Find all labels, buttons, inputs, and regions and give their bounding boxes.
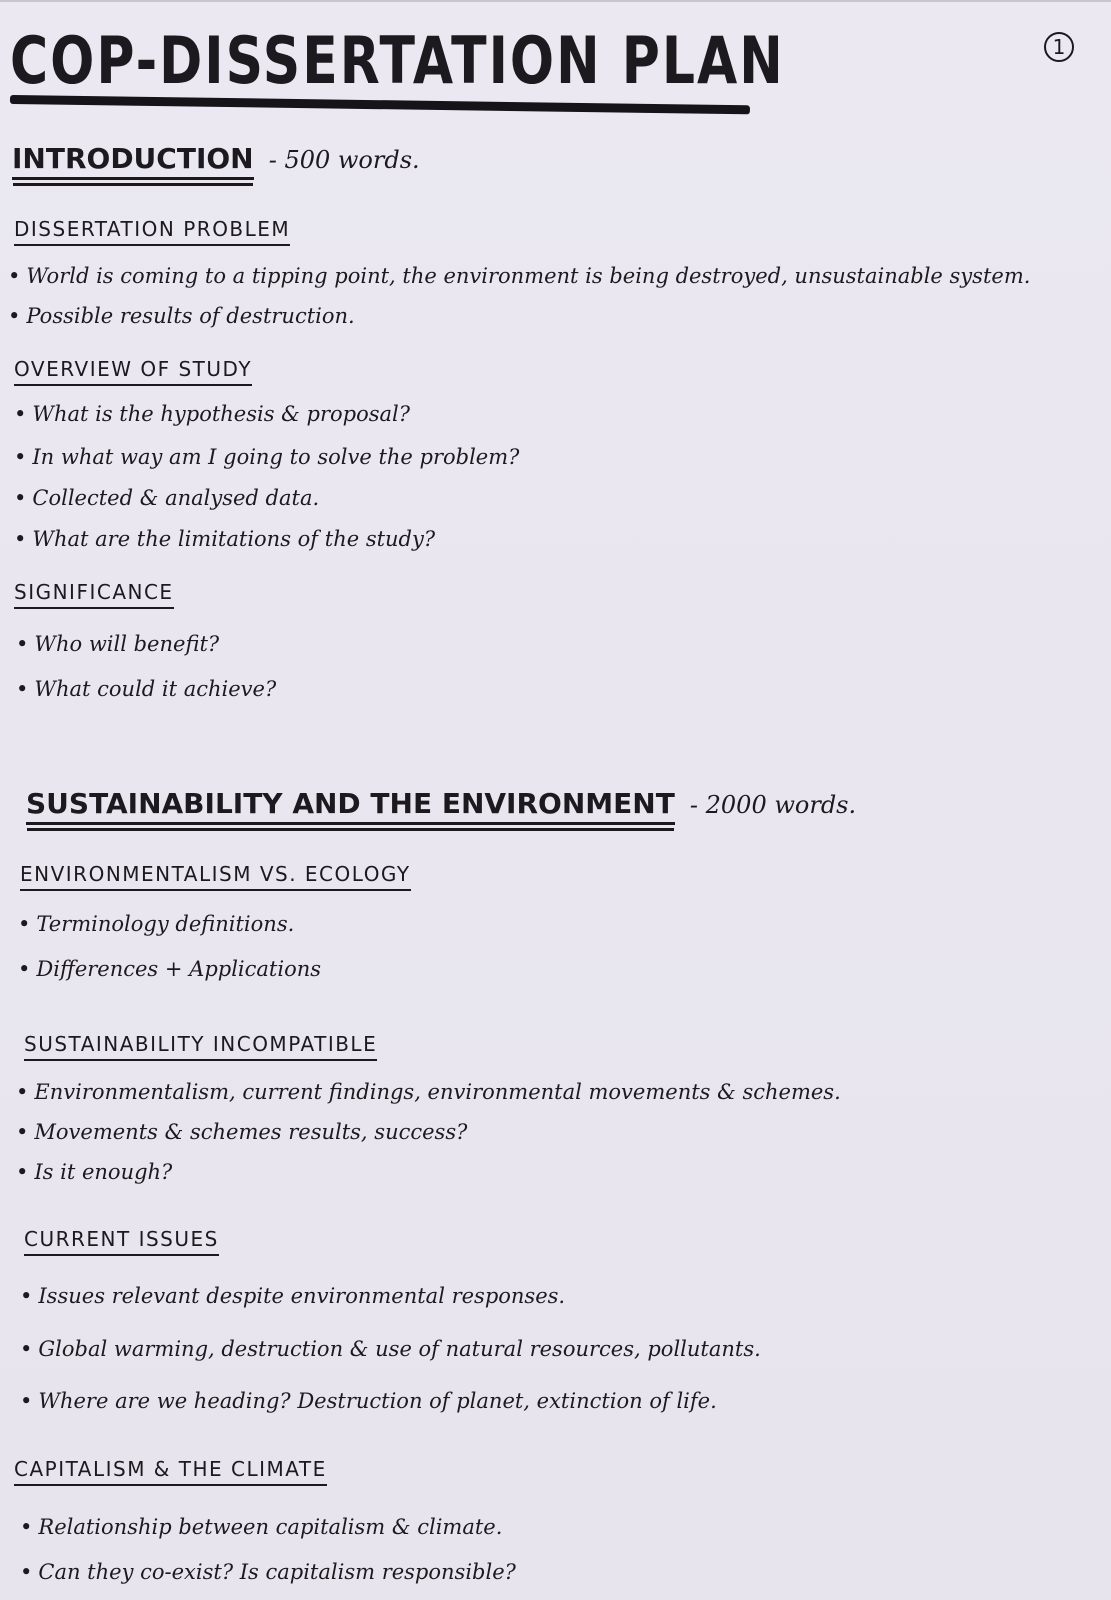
bullet-text: What are the limitations of the study?: [32, 527, 436, 551]
bullet-dot-icon: •: [20, 1515, 33, 1539]
bullet-text: Who will benefit?: [34, 632, 220, 656]
bullet-item: [20, 1560, 516, 1584]
bullet-item: [20, 1337, 761, 1361]
bullet-dot-icon: •: [14, 402, 27, 426]
bullet-item: [20, 1284, 565, 1308]
bullet-text: Global warming, destruction & use of natural resources, pollutants.: [38, 1337, 761, 1361]
bullet-text: Environmentalism, current findings, environmental movements & schemes.: [34, 1080, 841, 1104]
bullet-text: Relationship between capitalism & climate.: [38, 1515, 503, 1539]
bullet-text: Possible results of destruction.: [26, 304, 355, 328]
subsection-current-issues: CURRENT ISSUES: [24, 1227, 219, 1256]
bullet-dot-icon: •: [8, 264, 21, 288]
bullet-dot-icon: •: [16, 677, 29, 701]
bullet-text: What could it achieve?: [34, 677, 277, 701]
bullet-dot-icon: •: [20, 1284, 33, 1308]
bullet-dot-icon: •: [20, 1389, 33, 1413]
bullet-dot-icon: •: [8, 304, 21, 328]
bullet-dot-icon: •: [14, 527, 27, 551]
bullet-dot-icon: •: [20, 1560, 33, 1584]
bullet-text: Where are we heading? Destruction of planet, extinction of life.: [38, 1389, 717, 1413]
bullet-item: [14, 486, 319, 510]
section-title: INTRODUCTION: [12, 142, 254, 180]
subsection-significance: SIGNIFICANCE: [14, 580, 174, 609]
bullet-item: [14, 402, 410, 426]
bullet-item: [14, 527, 435, 551]
subsection-overview-of-study: OVERVIEW OF STUDY: [14, 357, 252, 386]
bullet-item: [14, 445, 519, 469]
bullet-item: [18, 957, 321, 981]
bullet-dot-icon: •: [14, 486, 27, 510]
bullet-text: Issues relevant despite environmental responses.: [38, 1284, 566, 1308]
bullet-item: [16, 632, 219, 656]
bullet-dot-icon: •: [16, 1160, 29, 1184]
section-title: SUSTAINABILITY AND THE ENVIRONMENT: [26, 787, 675, 825]
bullet-item: [18, 912, 294, 936]
subsection-sustainability-incompatible: SUSTAINABILITY INCOMPATIBLE: [24, 1032, 377, 1061]
bullet-text: Terminology definitions.: [36, 912, 295, 936]
bullet-item: [20, 1515, 502, 1539]
section-word-count: - 500 words.: [268, 146, 420, 174]
subsection-environmentalism-vs-ecology: ENVIRONMENTALISM VS. ECOLOGY: [20, 862, 411, 891]
bullet-text: Movements & schemes results, success?: [34, 1120, 468, 1144]
bullet-item: [16, 1120, 467, 1144]
section-introduction: [12, 142, 420, 180]
section-sustainability: [26, 787, 856, 825]
bullet-text: World is coming to a tipping point, the environment is being destroyed, unsustainable system.: [26, 264, 1031, 288]
bullet-text: Can they co-exist? Is capitalism responsible?: [38, 1560, 516, 1584]
bullet-text: What is the hypothesis & proposal?: [32, 402, 411, 426]
bullet-dot-icon: •: [16, 1120, 29, 1144]
page-number-badge: 1: [1044, 32, 1074, 62]
bullet-dot-icon: •: [18, 912, 31, 936]
bullet-dot-icon: •: [16, 632, 29, 656]
bullet-dot-icon: •: [16, 1080, 29, 1104]
bullet-text: In what way am I going to solve the problem?: [32, 445, 520, 469]
bullet-text: Collected & analysed data.: [32, 486, 320, 510]
bullet-item: [20, 1389, 717, 1413]
subsection-capitalism-and-climate: CAPITALISM & THE CLIMATE: [14, 1457, 327, 1486]
subsection-dissertation-problem: DISSERTATION PROBLEM: [14, 217, 290, 246]
bullet-text: Differences + Applications: [36, 957, 322, 981]
bullet-dot-icon: •: [20, 1337, 33, 1361]
bullet-item: [8, 304, 355, 328]
bullet-dot-icon: •: [18, 957, 31, 981]
bullet-item: [8, 264, 1030, 288]
bullet-dot-icon: •: [14, 445, 27, 469]
bullet-text: Is it enough?: [34, 1160, 173, 1184]
bullet-item: [16, 1160, 172, 1184]
page-title: COP-DISSERTATION PLAN: [10, 24, 785, 99]
bullet-item: [16, 1080, 841, 1104]
section-word-count: - 2000 words.: [689, 791, 857, 819]
bullet-item: [16, 677, 276, 701]
